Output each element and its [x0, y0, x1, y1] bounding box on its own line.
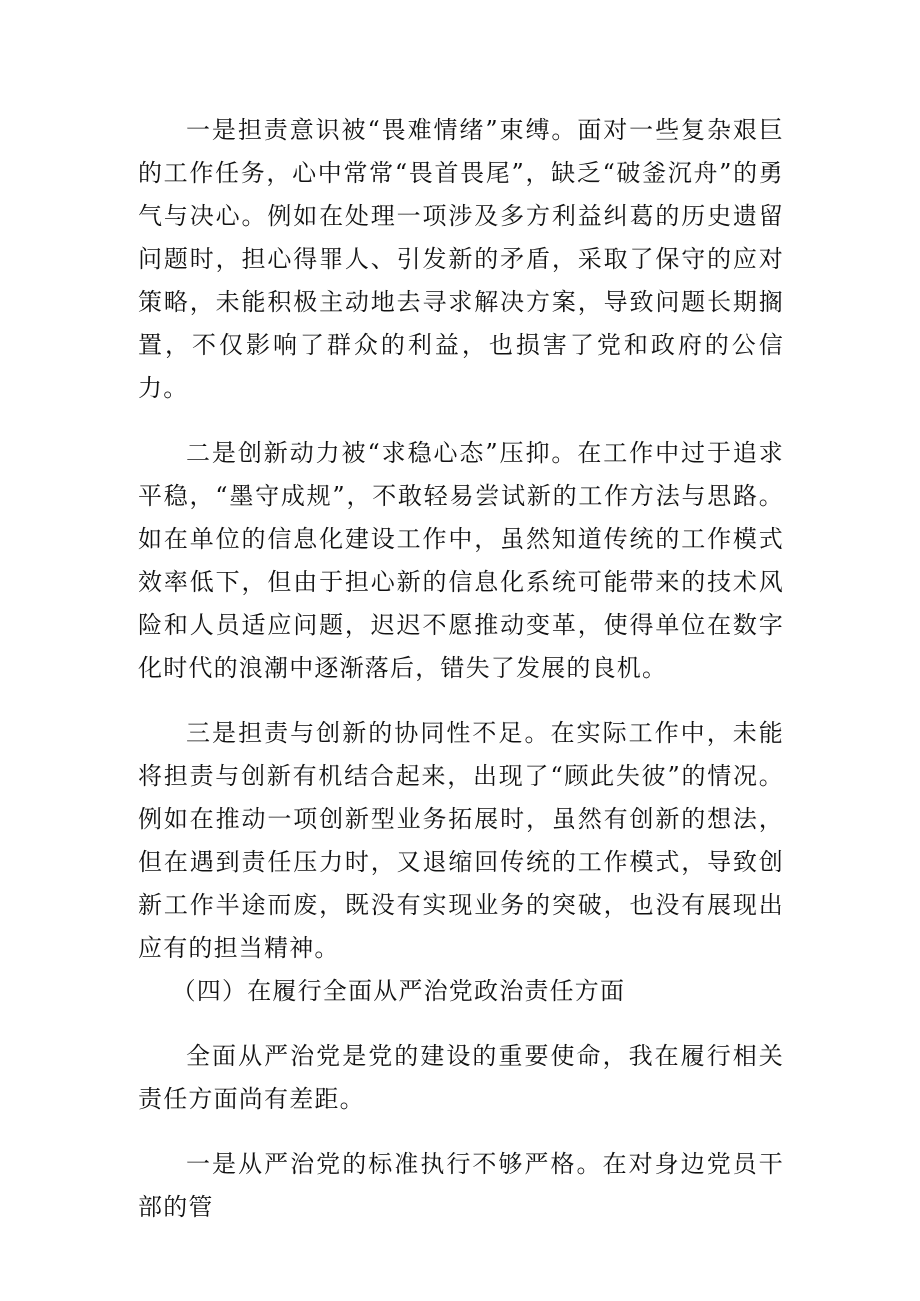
paragraph-5: 一是从严治党的标准执行不够严格。在对身边党员干部的管 — [138, 1150, 784, 1221]
section-heading: （四）在履行全面从严治党政治责任方面 — [171, 977, 626, 1005]
paragraph-1: 一是担责意识被“畏难情绪”束缚。面对一些复杂艰巨的工作任务，心中常常“畏首畏尾”，缺乏“破釜沉舟”的勇气与决心。例如在处理一项涉及多方利益纠葛的历史遗留问题时，担心得罪人、引发新的矛盾，采取了保守的应对策略，未能积极主动地去寻求解决方案，导致问题长期搁置，不仅影响了群众的利益，也损害了党和政府的公信力。 — [138, 116, 784, 402]
paragraph-3: 三是担责与创新的协同性不足。在实际工作中，未能将担责与创新有机结合起来，出现了“顾此失彼”的情况。例如在推动一项创新型业务拓展时，虽然有创新的想法，但在遇到责任压力时，又退缩回传统的工作模式，导致创新工作半途而废，既没有实现业务的突破，也没有展现出应有的担当精神。 — [138, 719, 784, 962]
paragraph-2: 二是创新动力被“求稳心态”压抑。在工作中过于追求平稳，“墨守成规”，不敢轻易尝试新的工作方法与思路。如在单位的信息化建设工作中，虽然知道传统的工作模式效率低下，但由于担心新的信息化系统可能带来的技术风险和人员适应问题，迟迟不愿推动变革，使得单位在数字化时代的浪潮中逐渐落后，错失了发展的良机。 — [138, 439, 784, 682]
document-page — [138, 109, 784, 1229]
paragraph-4: 全面从严治党是党的建设的重要使命，我在履行相关责任方面尚有差距。 — [138, 1042, 784, 1113]
